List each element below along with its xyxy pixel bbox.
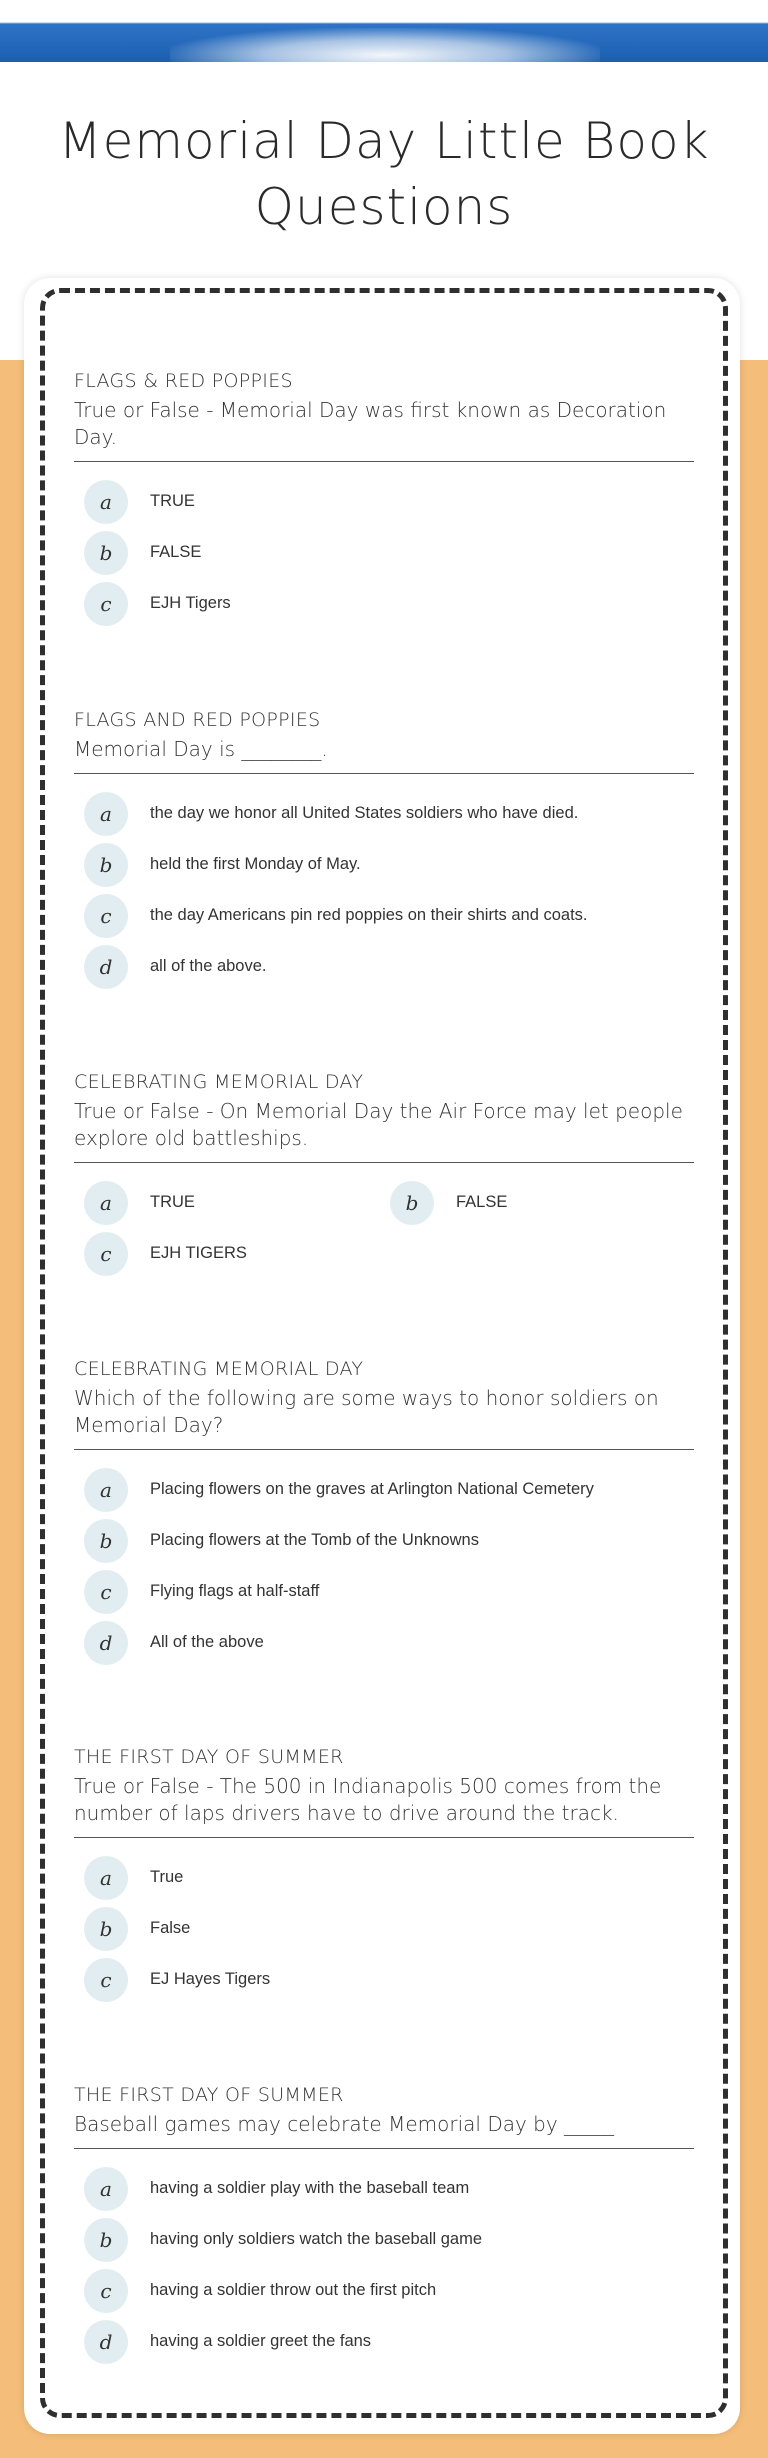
question-category: FLAGS AND RED POPPIES bbox=[74, 709, 321, 731]
answer-text: the day Americans pin red poppies on their shirts and coats. bbox=[150, 906, 588, 924]
answer-option[interactable] bbox=[74, 2163, 694, 2214]
question-category: CELEBRATING MEMORIAL DAY bbox=[74, 1071, 364, 1093]
answer-list bbox=[74, 1464, 694, 1668]
question-text: Baseball games may celebrate Memorial Day by _____ bbox=[74, 2112, 615, 2136]
question-2 bbox=[74, 708, 694, 992]
answer-letter-badge: a bbox=[84, 1181, 128, 1225]
question-category: FLAGS & RED POPPIES bbox=[74, 370, 293, 392]
answer-list bbox=[74, 1177, 694, 1279]
divider bbox=[74, 1837, 694, 1838]
divider bbox=[74, 1449, 694, 1450]
answer-option[interactable] bbox=[74, 890, 694, 941]
answer-option[interactable] bbox=[74, 1515, 694, 1566]
page-title: Memorial Day Little Book Questions bbox=[58, 112, 710, 236]
answer-option[interactable] bbox=[74, 788, 694, 839]
banner-highlight bbox=[170, 28, 600, 62]
divider bbox=[74, 773, 694, 774]
answer-letter-badge: b bbox=[84, 1907, 128, 1951]
answer-text: EJ Hayes Tigers bbox=[150, 1970, 271, 1988]
answer-option[interactable] bbox=[74, 1954, 694, 2005]
answer-letter-badge: a bbox=[84, 1468, 128, 1512]
answer-text: the day we honor all United States soldiers who have died. bbox=[150, 804, 579, 822]
answer-text: held the first Monday of May. bbox=[150, 855, 361, 873]
answer-text: Flying flags at half-staff bbox=[150, 1582, 320, 1600]
answer-option[interactable] bbox=[74, 2316, 694, 2367]
answer-list bbox=[74, 476, 694, 629]
divider bbox=[74, 1162, 694, 1163]
answer-list bbox=[74, 788, 694, 992]
answer-text: True bbox=[150, 1868, 184, 1886]
answer-letter-badge: d bbox=[84, 1621, 128, 1665]
answer-letter-badge: b bbox=[84, 1519, 128, 1563]
answer-text: having a soldier play with the baseball team bbox=[150, 2179, 470, 2197]
answer-text: False bbox=[150, 1919, 191, 1937]
answer-option[interactable] bbox=[74, 1464, 694, 1515]
answer-text: all of the above. bbox=[150, 957, 267, 975]
answer-option[interactable] bbox=[74, 1177, 195, 1228]
answer-letter-badge: d bbox=[84, 2320, 128, 2364]
question-text: True or False - On Memorial Day the Air Force may let people explore old battleships. bbox=[74, 1099, 683, 1150]
answer-text: having a soldier throw out the first pitch bbox=[150, 2281, 437, 2299]
question-text: Memorial Day is ________. bbox=[74, 737, 328, 761]
question-5 bbox=[74, 1745, 694, 2005]
question-1 bbox=[74, 369, 694, 629]
answer-text: Placing flowers at the Tomb of the Unknowns bbox=[150, 1531, 479, 1549]
answer-option[interactable] bbox=[74, 1228, 247, 1279]
answer-letter-badge: c bbox=[84, 2269, 128, 2313]
answer-option[interactable] bbox=[74, 839, 694, 890]
answer-option[interactable] bbox=[380, 1177, 507, 1228]
answer-letter-badge: b bbox=[84, 2218, 128, 2262]
answer-option[interactable] bbox=[74, 1566, 694, 1617]
answer-text: FALSE bbox=[150, 543, 202, 561]
answer-list bbox=[74, 2163, 694, 2367]
answer-text: Placing flowers on the graves at Arlington National Cemetery bbox=[150, 1480, 594, 1498]
answer-option[interactable] bbox=[74, 1852, 694, 1903]
answer-list bbox=[74, 1852, 694, 2005]
answer-letter-badge: c bbox=[84, 582, 128, 626]
answer-letter-badge: b bbox=[84, 843, 128, 887]
question-category: THE FIRST DAY OF SUMMER bbox=[74, 2084, 344, 2106]
answer-letter-badge: c bbox=[84, 1958, 128, 2002]
divider bbox=[74, 2148, 694, 2149]
answer-letter-badge: a bbox=[84, 2167, 128, 2211]
question-4 bbox=[74, 1357, 694, 1668]
answer-text: All of the above bbox=[150, 1633, 264, 1651]
answer-option[interactable] bbox=[74, 476, 694, 527]
answer-letter-badge: d bbox=[84, 945, 128, 989]
question-category: CELEBRATING MEMORIAL DAY bbox=[74, 1358, 364, 1380]
answer-text: having only soldiers watch the baseball game bbox=[150, 2230, 483, 2248]
answer-text: TRUE bbox=[150, 1193, 195, 1211]
answer-letter-badge: b bbox=[390, 1181, 434, 1225]
question-category: THE FIRST DAY OF SUMMER bbox=[74, 1746, 344, 1768]
answer-option[interactable] bbox=[74, 578, 694, 629]
answer-option[interactable] bbox=[74, 2214, 694, 2265]
question-text: True or False - The 500 in Indianapolis 500 comes from the number of laps drivers have to drive around the track. bbox=[74, 1774, 662, 1825]
divider bbox=[74, 461, 694, 462]
answer-option[interactable] bbox=[74, 1617, 694, 1668]
answer-letter-badge: c bbox=[84, 1232, 128, 1276]
question-6 bbox=[74, 2083, 694, 2367]
answer-letter-badge: a bbox=[84, 480, 128, 524]
answer-text: EJH Tigers bbox=[150, 594, 231, 612]
answer-letter-badge: b bbox=[84, 531, 128, 575]
answer-text: having a soldier greet the fans bbox=[150, 2332, 372, 2350]
answer-text: FALSE bbox=[456, 1193, 508, 1211]
header-banner bbox=[0, 0, 768, 62]
answer-letter-badge: c bbox=[84, 894, 128, 938]
answer-option[interactable] bbox=[74, 1903, 694, 1954]
answer-text: EJH TIGERS bbox=[150, 1244, 247, 1262]
answer-option[interactable] bbox=[74, 527, 694, 578]
question-text: Which of the following are some ways to honor soldiers on Memorial Day? bbox=[74, 1386, 659, 1437]
answer-letter-badge: a bbox=[84, 792, 128, 836]
answer-option[interactable] bbox=[74, 2265, 694, 2316]
answer-option[interactable] bbox=[74, 941, 694, 992]
answer-letter-badge: a bbox=[84, 1856, 128, 1900]
answer-text: TRUE bbox=[150, 492, 195, 510]
question-text: True or False - Memorial Day was first known as Decoration Day. bbox=[74, 398, 667, 449]
answer-letter-badge: c bbox=[84, 1570, 128, 1614]
question-3 bbox=[74, 1070, 694, 1279]
